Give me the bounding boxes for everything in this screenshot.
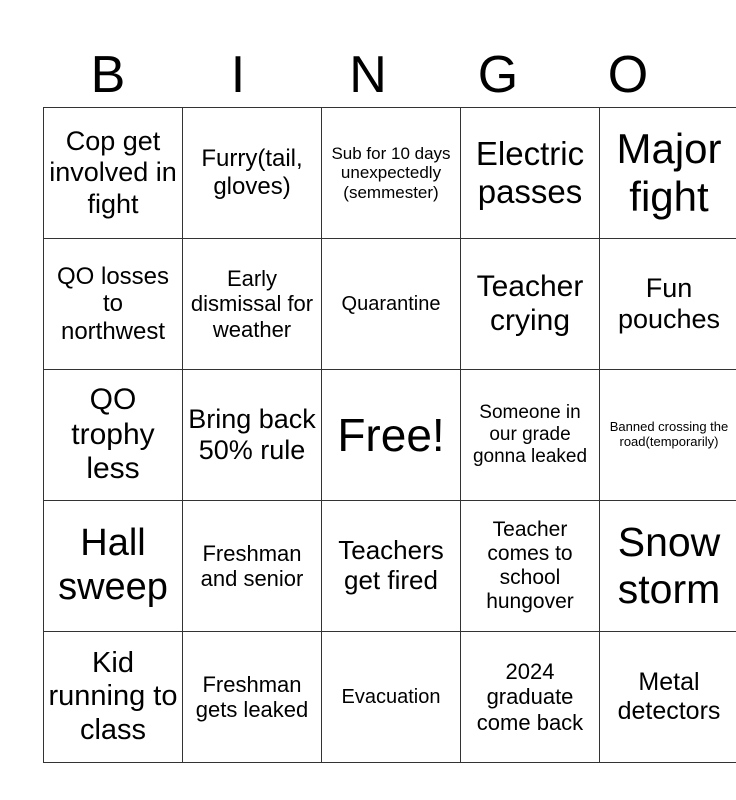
bingo-cell[interactable] xyxy=(183,370,322,501)
bingo-cell[interactable] xyxy=(461,108,600,239)
bingo-cell[interactable] xyxy=(461,370,600,501)
bingo-cell[interactable] xyxy=(600,370,736,501)
cell-text: Quarantine xyxy=(341,292,441,315)
cell-text: Kid running to class xyxy=(48,646,178,746)
cell-text: 2024 graduate come back xyxy=(476,659,584,735)
bingo-cell[interactable] xyxy=(322,632,461,763)
bingo-cell[interactable] xyxy=(322,239,461,370)
bingo-cell[interactable] xyxy=(183,632,322,763)
cell-text: Early dismissal for weather xyxy=(190,266,314,342)
cell-text: Cop get involved in fight xyxy=(49,126,177,219)
bingo-cell[interactable] xyxy=(183,239,322,370)
cell-text: QO trophy less xyxy=(71,383,155,486)
free-space-cell[interactable] xyxy=(322,370,461,501)
header-letter-b: B xyxy=(90,46,126,104)
bingo-cell[interactable] xyxy=(461,501,600,632)
bingo-cell[interactable] xyxy=(322,501,461,632)
bingo-cell[interactable] xyxy=(44,632,183,763)
cell-text: Teacher crying xyxy=(476,269,584,337)
header-letter-o: O xyxy=(607,46,649,104)
bingo-cell[interactable] xyxy=(600,632,736,763)
bingo-cell[interactable] xyxy=(44,370,183,501)
cell-text: Teacher comes to school hungover xyxy=(486,517,574,614)
bingo-card-grid xyxy=(43,107,736,763)
bingo-cell[interactable] xyxy=(461,239,600,370)
bingo-cell[interactable] xyxy=(322,108,461,239)
cell-text: Freshman and senior xyxy=(200,540,304,591)
bingo-cell[interactable] xyxy=(44,239,183,370)
cell-text: Furry(tail, gloves) xyxy=(201,145,303,200)
bingo-header xyxy=(43,44,693,106)
bingo-row xyxy=(44,501,736,632)
cell-text: Electric passes xyxy=(475,135,585,210)
bingo-row xyxy=(44,370,736,501)
cell-text: Hall sweep xyxy=(58,522,168,608)
header-letter-i: I xyxy=(230,46,246,104)
cell-text: Someone in our grade gonna leaked xyxy=(472,402,588,467)
bingo-cell[interactable] xyxy=(44,108,183,239)
bingo-row xyxy=(44,239,736,370)
bingo-cell[interactable] xyxy=(600,239,736,370)
bingo-cell[interactable] xyxy=(183,108,322,239)
bingo-row xyxy=(44,108,736,239)
cell-text: Metal detectors xyxy=(617,668,721,725)
cell-text: Sub for 10 days unexpectedly (semmester) xyxy=(331,143,451,202)
bingo-cell[interactable] xyxy=(461,632,600,763)
cell-text: Fun pouches xyxy=(617,272,721,334)
bingo-cell[interactable] xyxy=(44,501,183,632)
header-letter-g: G xyxy=(477,46,519,104)
bingo-cell[interactable] xyxy=(600,108,736,239)
cell-text: Teachers get fired xyxy=(338,535,444,595)
cell-text: Major fight xyxy=(616,124,722,220)
free-space-text: Free! xyxy=(337,408,445,461)
header-letter-n: N xyxy=(349,46,387,104)
bingo-cell[interactable] xyxy=(183,501,322,632)
bingo-cell[interactable] xyxy=(600,501,736,632)
cell-text: Snow storm xyxy=(617,518,721,612)
cell-text: Banned crossing the road(temporarily) xyxy=(609,419,729,449)
cell-text: Evacuation xyxy=(341,685,441,708)
bingo-row xyxy=(44,632,736,763)
cell-text: QO losses to northwest xyxy=(56,262,170,345)
cell-text: Bring back 50% rule xyxy=(188,403,316,465)
cell-text: Freshman gets leaked xyxy=(195,671,309,722)
